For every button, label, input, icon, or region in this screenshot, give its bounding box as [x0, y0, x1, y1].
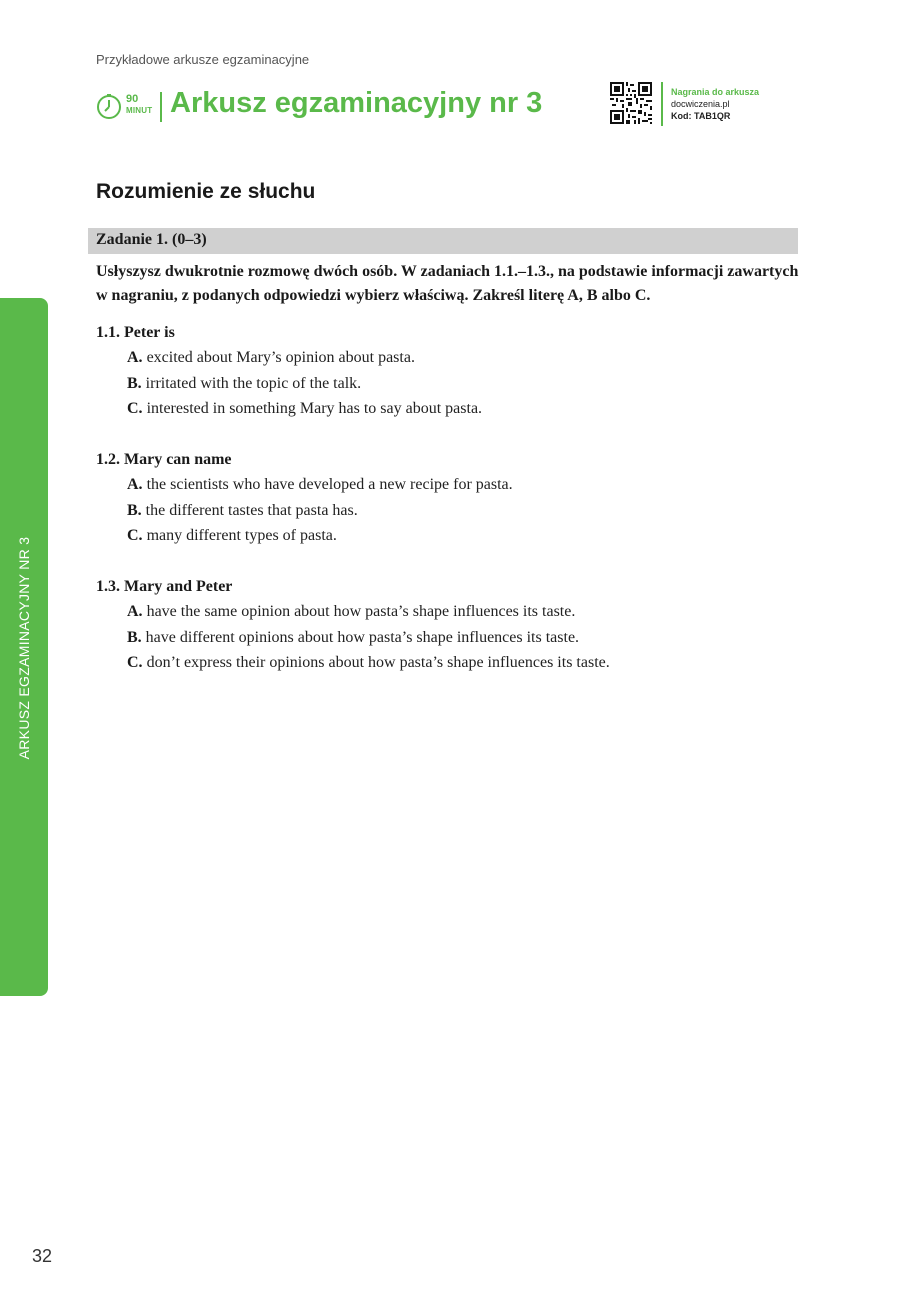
- running-head: Przykładowe arkusze egzaminacyjne: [96, 52, 310, 67]
- question-1-1: [96, 320, 816, 422]
- option-text: don’t express their opinions about how pasta’s shape influences its taste.: [146, 654, 610, 671]
- recordings-info: [671, 86, 759, 122]
- task-header: [88, 228, 798, 254]
- option-letter: A.: [127, 476, 143, 493]
- option-letter: A.: [127, 349, 143, 366]
- option-letter: B.: [127, 374, 142, 392]
- option-b[interactable]: [127, 498, 816, 524]
- title-divider: [160, 92, 162, 122]
- option-text: the different tastes that pasta has.: [145, 501, 358, 519]
- option-text: many different types of pasta.: [146, 527, 337, 544]
- option-text: the scientists who have developed a new recipe for pasta.: [146, 476, 513, 493]
- question-1-2: [96, 447, 816, 549]
- option-a[interactable]: [127, 599, 816, 625]
- option-b[interactable]: [127, 371, 816, 397]
- sheet-header: [96, 86, 816, 130]
- option-letter: B.: [127, 628, 142, 646]
- recordings-code: Kod: TAB1QR: [671, 111, 731, 121]
- page-number: 32: [32, 1246, 53, 1266]
- option-letter: C.: [127, 400, 143, 417]
- question-stem: 1.1. Peter is: [96, 324, 175, 341]
- option-text: have the same opinion about how pasta’s shape influences its taste.: [146, 603, 576, 620]
- timer-label: [126, 94, 156, 116]
- option-letter: C.: [127, 654, 143, 671]
- option-b[interactable]: [127, 625, 816, 651]
- option-a[interactable]: [127, 472, 816, 498]
- timer-unit: MINUT: [126, 106, 153, 115]
- option-c[interactable]: [127, 396, 816, 422]
- option-a[interactable]: [127, 345, 816, 371]
- sheet-title: Arkusz egzaminacyjny nr 3: [170, 87, 543, 119]
- question-stem: 1.3. Mary and Peter: [96, 578, 233, 595]
- option-letter: B.: [127, 501, 142, 519]
- option-letter: C.: [127, 527, 143, 544]
- task-label: Zadanie 1. (0–3): [96, 231, 207, 248]
- timer-minutes: 90: [126, 93, 139, 105]
- task-instruction: Usłyszysz dwukrotnie rozmowę dwóch osób. W zadaniach 1.1.–1.3., na podstawie informacji zawartych w nagraniu, z podanych odpowiedzi wybierz właściwą. Zakreśl literę A, B albo C.: [96, 263, 799, 304]
- question-1-3: [96, 574, 816, 676]
- section-title: Rozumienie ze słuchu: [96, 180, 316, 203]
- question-stem: 1.2. Mary can name: [96, 451, 232, 468]
- side-tab-label: ARKUSZ EGZAMINACYJNY NR 3: [16, 536, 32, 760]
- option-text: interested in something Mary has to say about pasta.: [146, 400, 483, 417]
- qr-divider: [661, 82, 663, 126]
- clock-icon: [96, 94, 122, 120]
- option-c[interactable]: [127, 650, 816, 676]
- qr-code-icon[interactable]: [610, 82, 652, 124]
- option-c[interactable]: [127, 523, 816, 549]
- recordings-label: Nagrania do arkusza: [671, 87, 760, 97]
- option-letter: A.: [127, 603, 143, 620]
- option-text: have different opinions about how pasta’s shape influences its taste.: [145, 628, 580, 646]
- option-text: irritated with the topic of the talk.: [145, 374, 362, 392]
- option-text: excited about Mary’s opinion about pasta.: [146, 349, 415, 366]
- recordings-site-link[interactable]: docwiczenia.pl: [671, 99, 730, 109]
